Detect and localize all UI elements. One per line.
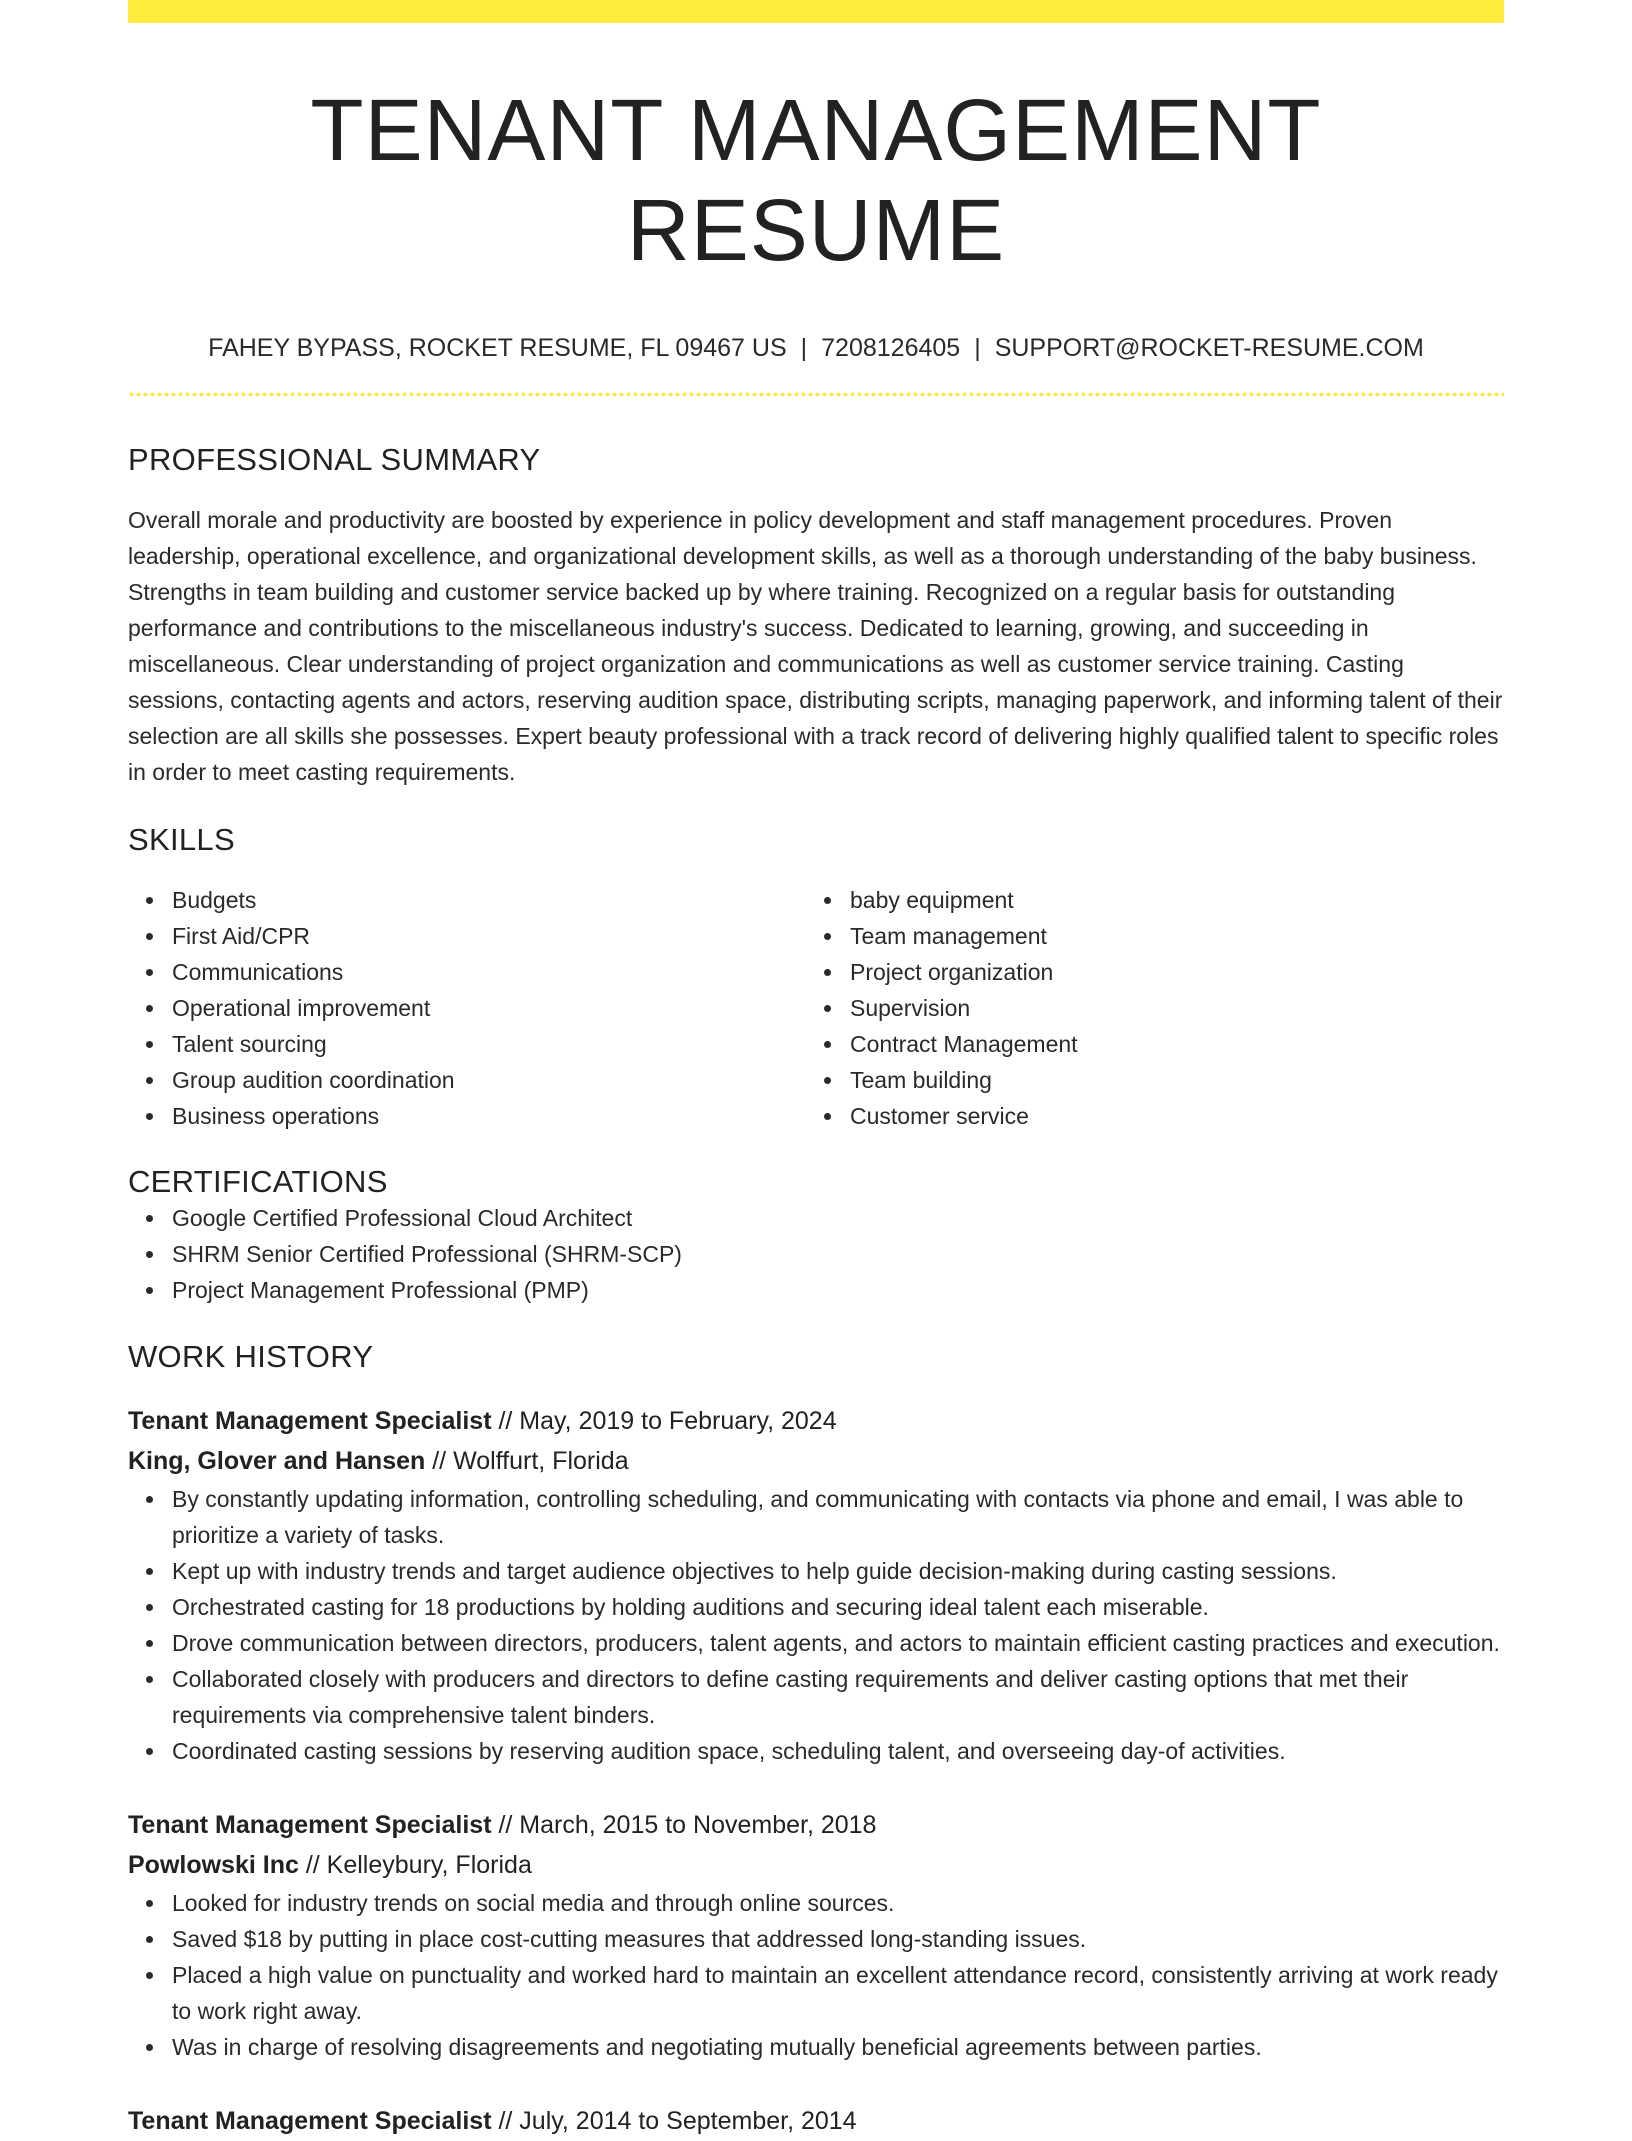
contact-phone: 7208126405 <box>821 334 961 362</box>
job-company-line <box>128 1441 1504 1481</box>
resume-page <box>128 0 1504 2141</box>
contact-separator: | <box>974 334 981 362</box>
job-bullet: Collaborated closely with producers and directors to define casting requirements and deliver casting options that met their requirements via comprehensive talent binders. <box>172 1661 1504 1733</box>
skill-item: Team management <box>850 918 1484 954</box>
skill-item: Operational improvement <box>172 990 806 1026</box>
skill-item: Group audition coordination <box>172 1062 806 1098</box>
job-entry <box>128 2101 1504 2141</box>
job-bullet: Orchestrated casting for 18 productions by holding auditions and securing ideal talent each miserable. <box>172 1589 1504 1625</box>
job-entry <box>128 1805 1504 2065</box>
certifications-list <box>128 1200 1504 1308</box>
skills-right-list <box>806 882 1484 1134</box>
job-dates: // July, 2014 to September, 2014 <box>498 2107 857 2135</box>
certification-item: Google Certified Professional Cloud Architect <box>172 1200 1504 1236</box>
contact-email: SUPPORT@ROCKET-RESUME.COM <box>994 334 1424 362</box>
job-title-line <box>128 1401 1504 1441</box>
job-dates: // March, 2015 to November, 2018 <box>498 1811 877 1839</box>
resume-title: TENANT MANAGEMENT RESUME <box>310 82 1322 279</box>
job-location: // Wolffurt, Florida <box>432 1447 629 1475</box>
job-title-line <box>128 1805 1504 1845</box>
job-bullet: By constantly updating information, controlling scheduling, and communicating with contacts via phone and email, I was able to prioritize a variety of tasks. <box>172 1481 1504 1553</box>
skill-item: Business operations <box>172 1098 806 1134</box>
skills-heading: SKILLS <box>128 822 235 857</box>
job-bullet: Saved $18 by putting in place cost-cutting measures that addressed long-standing issues. <box>172 1921 1504 1957</box>
job-bullet: Placed a high value on punctuality and worked hard to maintain an excellent attendance record, consistently arriving at work ready to work right away. <box>172 1957 1504 2029</box>
summary-text: Overall morale and productivity are boosted by experience in policy development and staff management procedures. Proven leadership, operational excellence, and organizational development skills, as well as a thorough understanding of the baby business. Strengths in team building and customer service backed up by where training. Recognized on a regular basis for outstanding performance and contributions to the miscellaneous industry's success. Dedicated to learning, growing, and succeeding in miscellaneous. Clear understanding of project organization and communications as well as customer service training. Casting sessions, contacting agents and actors, reserving audition space, distributing scripts, managing paperwork, and informing talent of their selection are all skills she possesses. Expert beauty professional with a track record of delivering highly qualified talent to specific roles in order to meet casting requirements. <box>128 507 1503 785</box>
job-company-line <box>128 1845 1504 1885</box>
skill-item: Contract Management <box>850 1026 1484 1062</box>
job-bullet: Was in charge of resolving disagreements and negotiating mutually beneficial agreements between parties. <box>172 2029 1504 2065</box>
job-title: Tenant Management Specialist <box>128 2107 492 2135</box>
job-bullet: Drove communication between directors, producers, talent agents, and actors to maintain efficient casting practices and execution. <box>172 1625 1504 1661</box>
job-bullet: Kept up with industry trends and target audience objectives to help guide decision-making during casting sessions. <box>172 1553 1504 1589</box>
contact-separator: | <box>800 334 808 362</box>
contact-address: FAHEY BYPASS, ROCKET RESUME, FL 09467 US <box>208 334 787 362</box>
skills-columns <box>128 882 1504 1134</box>
job-title: Tenant Management Specialist <box>128 1407 492 1435</box>
certification-item: SHRM Senior Certified Professional (SHRM-SCP) <box>172 1236 1504 1272</box>
skill-item: Team building <box>850 1062 1484 1098</box>
summary-heading: PROFESSIONAL SUMMARY <box>128 442 541 477</box>
skill-item: Communications <box>172 954 806 990</box>
job-location: // Kelleybury, Florida <box>305 1851 532 1879</box>
job-bullet: Looked for industry trends on social media and through online sources. <box>172 1885 1504 1921</box>
contact-line <box>128 333 1504 363</box>
skill-item: Project organization <box>850 954 1484 990</box>
job-bullets <box>128 1885 1504 2065</box>
skill-item: baby equipment <box>850 882 1484 918</box>
certification-item: Project Management Professional (PMP) <box>172 1272 1504 1308</box>
skill-item: Supervision <box>850 990 1484 1026</box>
job-company: King, Glover and Hansen <box>128 1447 426 1475</box>
job-bullet: Coordinated casting sessions by reserving audition space, scheduling talent, and overseeing day-of activities. <box>172 1733 1504 1769</box>
skill-item: Customer service <box>850 1098 1484 1134</box>
skill-item: First Aid/CPR <box>172 918 806 954</box>
accent-top-bar <box>128 0 1504 23</box>
skill-item: Talent sourcing <box>172 1026 806 1062</box>
work-history-heading: WORK HISTORY <box>128 1339 374 1374</box>
job-title-line <box>128 2101 1504 2141</box>
job-title: Tenant Management Specialist <box>128 1811 492 1839</box>
skills-left-list <box>128 882 806 1134</box>
job-entry <box>128 1401 1504 1769</box>
skill-item: Budgets <box>172 882 806 918</box>
skills-right-column <box>806 882 1484 1134</box>
job-dates: // May, 2019 to February, 2024 <box>498 1407 837 1435</box>
job-bullets <box>128 1481 1504 1769</box>
job-company: Powlowski Inc <box>128 1851 299 1879</box>
certifications-heading: CERTIFICATIONS <box>128 1164 388 1199</box>
dotted-divider <box>128 392 1504 397</box>
skills-left-column <box>128 882 806 1134</box>
